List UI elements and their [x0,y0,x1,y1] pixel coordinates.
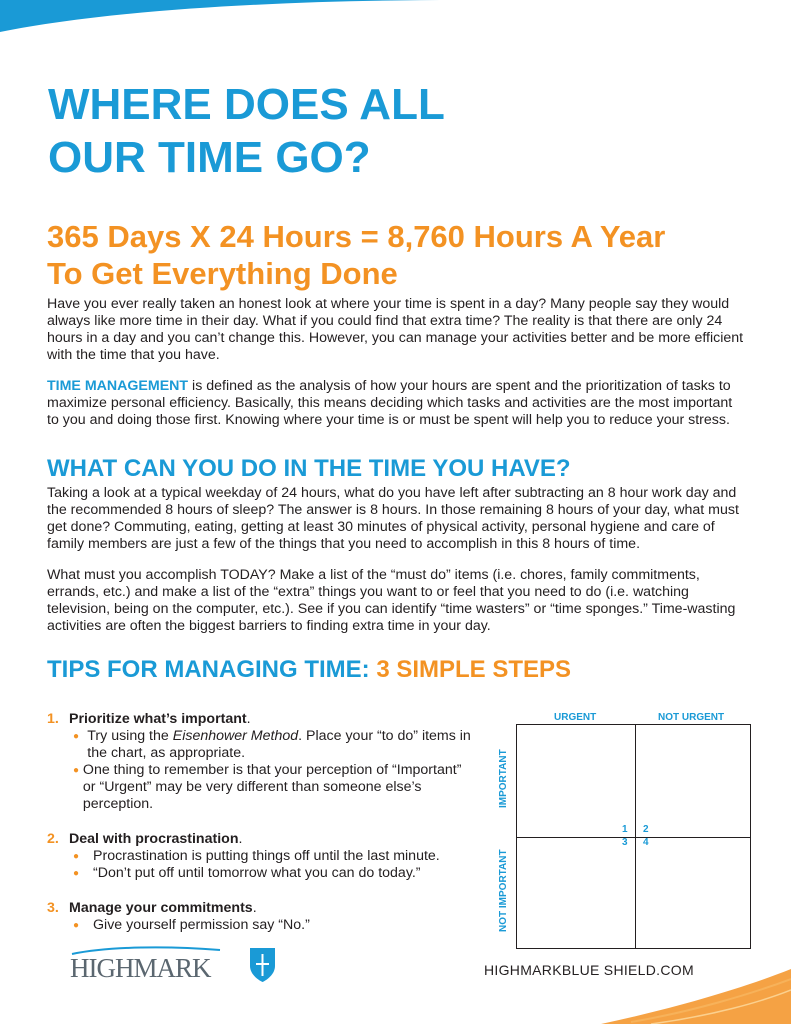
column-label-urgent: URGENT [554,712,597,723]
bullet-item [69,865,477,882]
tips-heading-orange: 3 SIMPLE STEPS [376,656,572,683]
bullet-item [69,762,477,813]
row-label-not-important: NOT IMPORTANT [498,849,509,932]
bullet-dot-icon: ● [73,851,80,862]
section-heading-tips [47,656,571,684]
step-title-end: . [252,900,257,916]
bullet-item [69,728,477,762]
step-item [47,900,477,934]
quadrant-number-4: 4 [643,837,649,848]
step-number: 3. [47,900,59,916]
step-title: Manage your commitments [69,900,253,916]
matrix-grid [516,724,751,949]
time-management-term: TIME MANAGEMENT [47,378,189,394]
bullet-emphasis: Eisenhower Method [172,728,299,744]
section2-paragraph-1: Taking a look at a typical weekday of 24 hours, what do you have left after subtracting an 8 hour work day and the recommended 8 hours of sleep? The answer is 8 hours. In those remaining 8 hours of your day, what must get done? Commuting, eating, getting at least 30 minutes of physical activity, personal hygiene and care of family members are just a few of the things that you need to accomplish in this 8 hours of time. [47,485,739,552]
eisenhower-matrix [492,708,762,953]
bullet-dot-icon: ● [73,731,80,742]
quadrant-number-2: 2 [643,824,649,835]
step-item [47,831,477,882]
steps-list [47,711,477,952]
step-title-end: . [246,711,251,727]
bullet-item [69,848,477,865]
bottom-swoosh-decoration [591,964,791,1024]
bullet-text: Try using the [87,728,173,744]
bullet-text: Give yourself permission say “No.” [93,917,310,933]
title-line: OUR TIME GO? [48,133,371,182]
step-title-end: . [238,831,243,847]
intro-paragraph: Have you ever really taken an honest look at where your time is spent in a day? Many people say they would always like more time in their day. What if you could find that extra time? The reality is that there are only 24 hours in a day and you can’t change this. However, you can manage your activities better and be more efficient with the time that you have. [47,296,744,363]
section-heading-time-you-have: WHAT CAN YOU DO IN THE TIME YOU HAVE? [47,455,571,482]
bullet-dot-icon: ● [73,765,80,776]
website-url: HIGHMARKBLUE SHIELD.COM [484,962,694,978]
time-management-definition: is defined as the analysis of how your hours are spent and the prioritization of tasks to maximize personal efficiency. Basically, this means deciding which tasks and activities are the most important to you and doing those first. Knowing where your time is or must be spent will help you to reduce your stress. [47,378,733,428]
step-title: Deal with procrastination [69,831,239,847]
tips-heading-blue: TIPS FOR MANAGING TIME: [47,656,377,683]
highmark-wordmark: HIGHMARK [70,953,211,983]
bullet-text-end: . Place your “to do” items in the chart, as appropriate. [87,728,471,761]
title-line: WHERE DOES ALL [48,80,445,129]
blue-shield-icon [250,948,275,982]
bullet-item [69,917,477,934]
matrix-divider-horizontal [517,837,750,838]
bullet-text: Procrastination is putting things off until the last minute. [93,848,440,864]
bullet-dot-icon: ● [73,868,80,879]
bullet-text: One thing to remember is that your perception of “Important” or “Urgent” may be very different than someone else’s perception. [82,762,462,812]
step-item [47,711,477,813]
highmark-logo [70,944,280,984]
top-swoosh-decoration [0,0,791,40]
column-label-not-urgent: NOT URGENT [658,712,725,723]
bullet-dot-icon: ● [73,920,80,931]
subtitle-line: To Get Everything Done [47,256,398,291]
step-number: 2. [47,831,59,847]
bullet-text: “Don’t put off until tomorrow what you can do today.” [93,865,421,881]
step-title: Prioritize what’s important [69,711,247,727]
section2-paragraph-2: What must you accomplish TODAY? Make a list of the “must do” items (i.e. chores, family commitments, errands, etc.) and make a list of the “extra” things you want to or feel that you need to do (i.e. watching television, being on the computer, etc.). See if you can identify “time wasters” or “time sponges.” Time-wasting activities are often the biggest barriers to finding extra time in your day. [47,567,736,634]
row-label-important: IMPORTANT [498,749,509,808]
page-title [48,78,748,184]
time-management-paragraph [47,378,747,429]
quadrant-number-3: 3 [622,837,628,848]
quadrant-number-1: 1 [622,824,628,835]
subtitle-line: 365 Days X 24 Hours = 8,760 Hours A Year [47,219,666,254]
step-number: 1. [47,711,59,727]
subtitle [47,218,767,292]
